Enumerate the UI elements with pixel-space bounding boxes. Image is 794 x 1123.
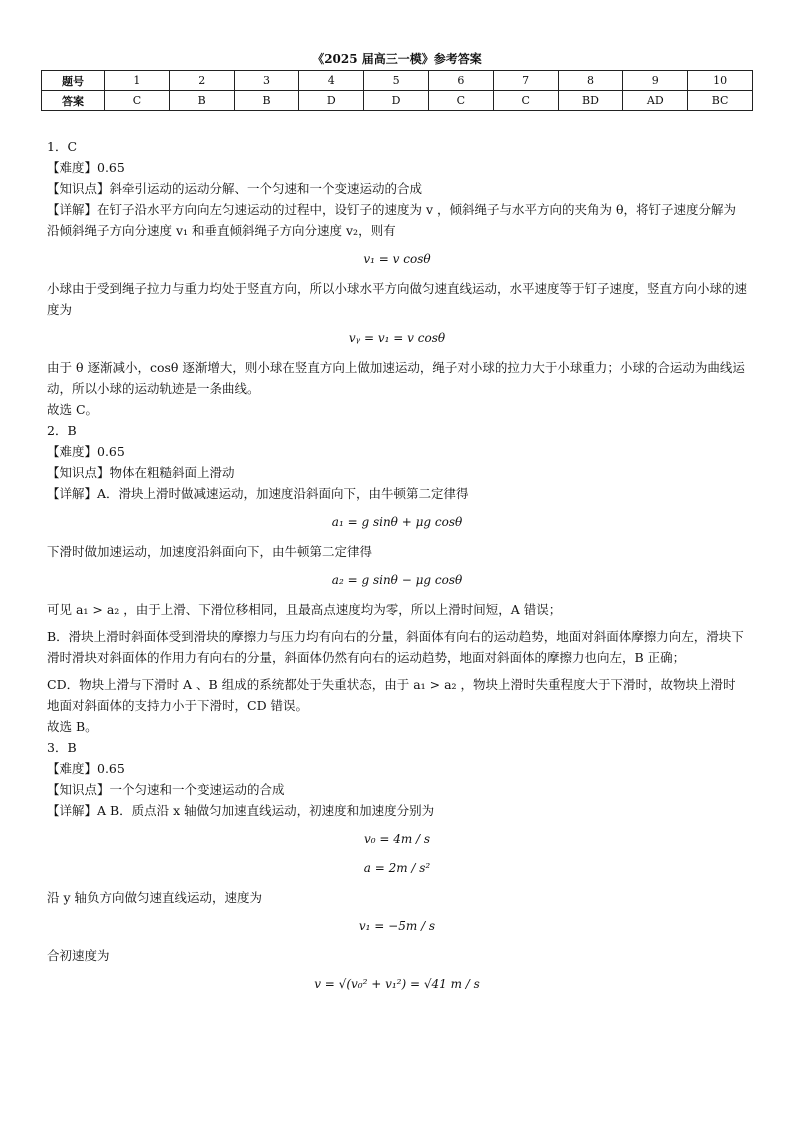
detail-text: 小球由于受到绳子拉力与重力均处于竖直方向，所以小球水平方向做匀速直线运动，水平速度等于钉子速度，竖直方向小球的速度为 [47, 281, 748, 317]
number-row [42, 71, 753, 91]
answer-cell: BC [688, 91, 753, 111]
detail-text: 下滑时做加速运动，加速度沿斜面向下，由牛顿第二定律得 [47, 544, 373, 559]
difficulty-label: 【难度】0.65 [47, 160, 125, 175]
knowledge-label: 【知识点】物体在粗糙斜面上滑动 [47, 465, 235, 480]
answer-cell: C [105, 91, 170, 111]
detail-text: 由于 θ 逐渐减小，cosθ 逐渐增大，则小球在竖直方向上做加速运动，绳子对小球的拉力大于小球重力；小球的合运动为曲线运动，所以小球的运动轨迹是一条曲线。 [47, 360, 745, 396]
detail-text: 合初速度为 [47, 948, 110, 963]
number-cell: 4 [299, 71, 364, 91]
equation: v₁ = −5m / s [358, 919, 436, 933]
answer-table [41, 70, 753, 111]
row-header: 题号 [42, 71, 105, 91]
answer-cell: C [428, 91, 493, 111]
number-cell: 5 [364, 71, 429, 91]
number-cell: 1 [105, 71, 170, 91]
difficulty-label: 【难度】0.65 [47, 444, 125, 459]
answer-cell: C [493, 91, 558, 111]
answer-content [47, 136, 747, 1003]
answer-cell: B [234, 91, 299, 111]
question-heading: 2．B [47, 423, 77, 438]
detail-text: 【详解】在钉子沿水平方向向左匀速运动的过程中，设钉子的速度为 v ，倾斜绳子与水平方向的夹角为 θ，将钉子速度分解为沿倾斜绳子方向分速度 v₁ 和垂直倾斜绳子方向分速度 v₂，则有 [47, 202, 737, 238]
equation: a₂ = g sinθ − μg cosθ [331, 573, 463, 587]
row-header: 答案 [42, 91, 105, 111]
equation: vᵧ = v₁ = v cosθ [348, 331, 446, 345]
detail-text: CD．物块上滑与下滑时 A 、B 组成的系统都处于失重状态，由于 a₁ > a₂ ，物块上滑时失重程度大于下滑时，故物块上滑时地面对斜面体的支持力小于下滑时，CD 错误。 [47, 677, 736, 713]
equation: v = √(v₀² + v₁²) = √41 m / s [314, 977, 480, 991]
number-cell: 8 [558, 71, 623, 91]
answer-cell: D [299, 91, 364, 111]
answer-cell: BD [558, 91, 623, 111]
equation: a₁ = g sinθ + μg cosθ [331, 515, 463, 529]
number-cell: 7 [493, 71, 558, 91]
answer-cell: AD [623, 91, 688, 111]
question-heading: 1．C [47, 139, 78, 154]
answer-cell: B [169, 91, 234, 111]
knowledge-label: 【知识点】斜牵引运动的运动分解、一个匀速和一个变速运动的合成 [47, 181, 423, 196]
detail-text: 【详解】A B．质点沿 x 轴做匀加速直线运动，初速度和加速度分别为 [47, 803, 435, 818]
number-cell: 10 [688, 71, 753, 91]
number-cell: 6 [428, 71, 493, 91]
equation: v₀ = 4m / s [363, 832, 431, 846]
knowledge-label: 【知识点】一个匀速和一个变速运动的合成 [47, 782, 285, 797]
choice-conclusion: 故选 C。 [47, 402, 99, 417]
detail-text: 可见 a₁ > a₂ ，由于上滑、下滑位移相同，且最高点速度均为零，所以上滑时间短，A 错误； [47, 602, 562, 617]
page-title: 《2025 届高三一模》参考答案 [312, 52, 482, 66]
number-cell: 3 [234, 71, 299, 91]
number-cell: 2 [169, 71, 234, 91]
detail-text: B．滑块上滑时斜面体受到滑块的摩擦力与压力均有向右的分量，斜面体有向右的运动趋势，地面对斜面体摩擦力向左，滑块下滑时滑块对斜面体的作用力有向右的分量，斜面体仍然有向右的运动趋势，地面对斜面体的摩擦力也向左，B 正确； [47, 629, 744, 665]
question-heading: 3．B [47, 740, 77, 755]
answer-cell: D [364, 91, 429, 111]
choice-conclusion: 故选 B。 [47, 719, 98, 734]
detail-text: 【详解】A．滑块上滑时做减速运动，加速度沿斜面向下，由牛顿第二定律得 [47, 486, 469, 501]
equation: a = 2m / s² [363, 861, 431, 875]
equation: v₁ = v cosθ [363, 252, 431, 266]
answer-row [42, 91, 753, 111]
number-cell: 9 [623, 71, 688, 91]
difficulty-label: 【难度】0.65 [47, 761, 125, 776]
detail-text: 沿 y 轴负方向做匀速直线运动，速度为 [47, 890, 263, 905]
